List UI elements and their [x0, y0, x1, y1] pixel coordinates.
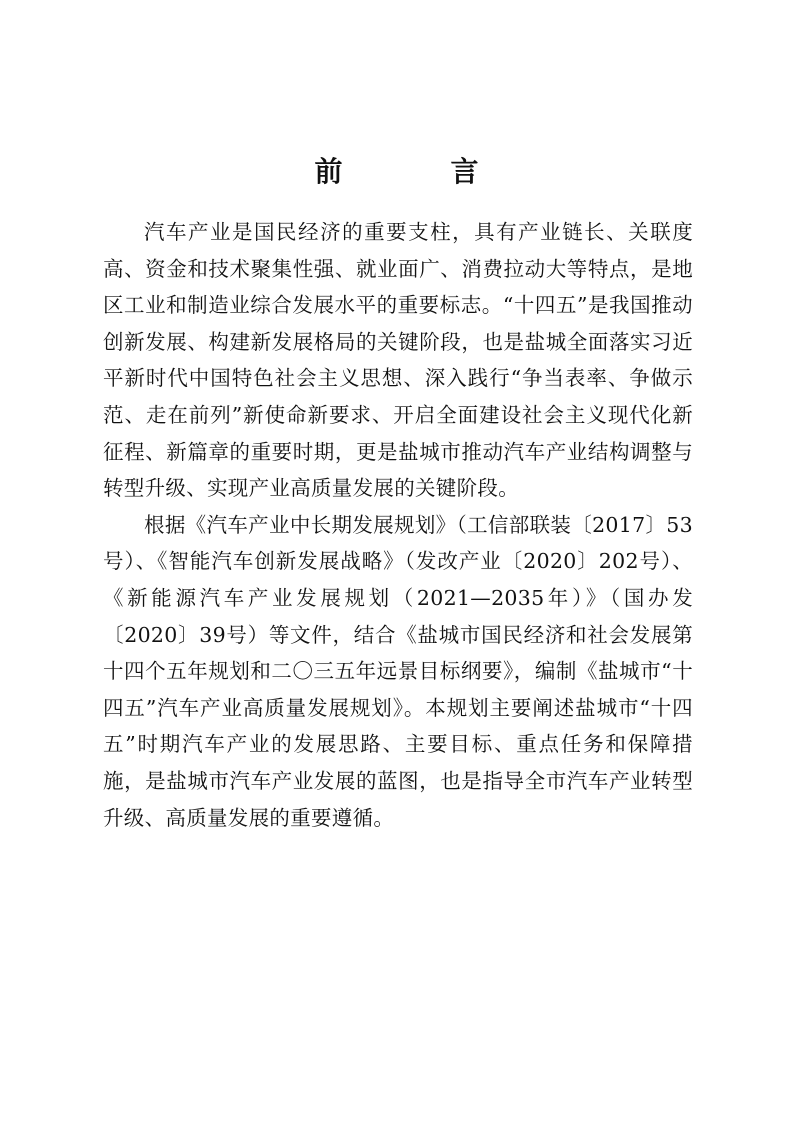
document-body: [103, 214, 693, 836]
page-title: 前 言: [314, 154, 519, 188]
paragraph-intro: 汽车产业是国民经济的重要支柱，具有产业链长、关联度高、资金和技术聚集性强、就业面广、消费拉动大等特点，是地区工业和制造业综合发展水平的重要标志。“十四五”是我国推动创新发展、构建新发展格局的关键阶段，也是盐城全面落实习近平新时代中国特色社会主义思想、深入践行“争当表率、争做示范、走在前列”新使命新要求、开启全面建设社会主义现代化新征程、新篇章的重要时期，更是盐城市推动汽车产业结构调整与转型升级、实现产业高质量发展的关键阶段。: [103, 220, 693, 501]
paragraph-basis: 根据《汽车产业中长期发展规划》（工信部联装〔2017〕53号）、《智能汽车创新发展战略》（发改产业〔2020〕202号）、《新能源汽车产业发展规划（2021—2035年）》（国办发〔2020〕39号）等文件，结合《盐城市国民经济和社会发展第十四个五年规划和二〇三五年远景目标纲要》，编制《盐城市“十四五”汽车产业高质量发展规划》。本规划主要阐述盐城市“十四五”时期汽车产业的发展思路、主要目标、重点任务和保障措施，是盐城市汽车产业发展的蓝图，也是指导全市汽车产业转型升级、高质量发展的重要遵循。: [103, 512, 693, 830]
